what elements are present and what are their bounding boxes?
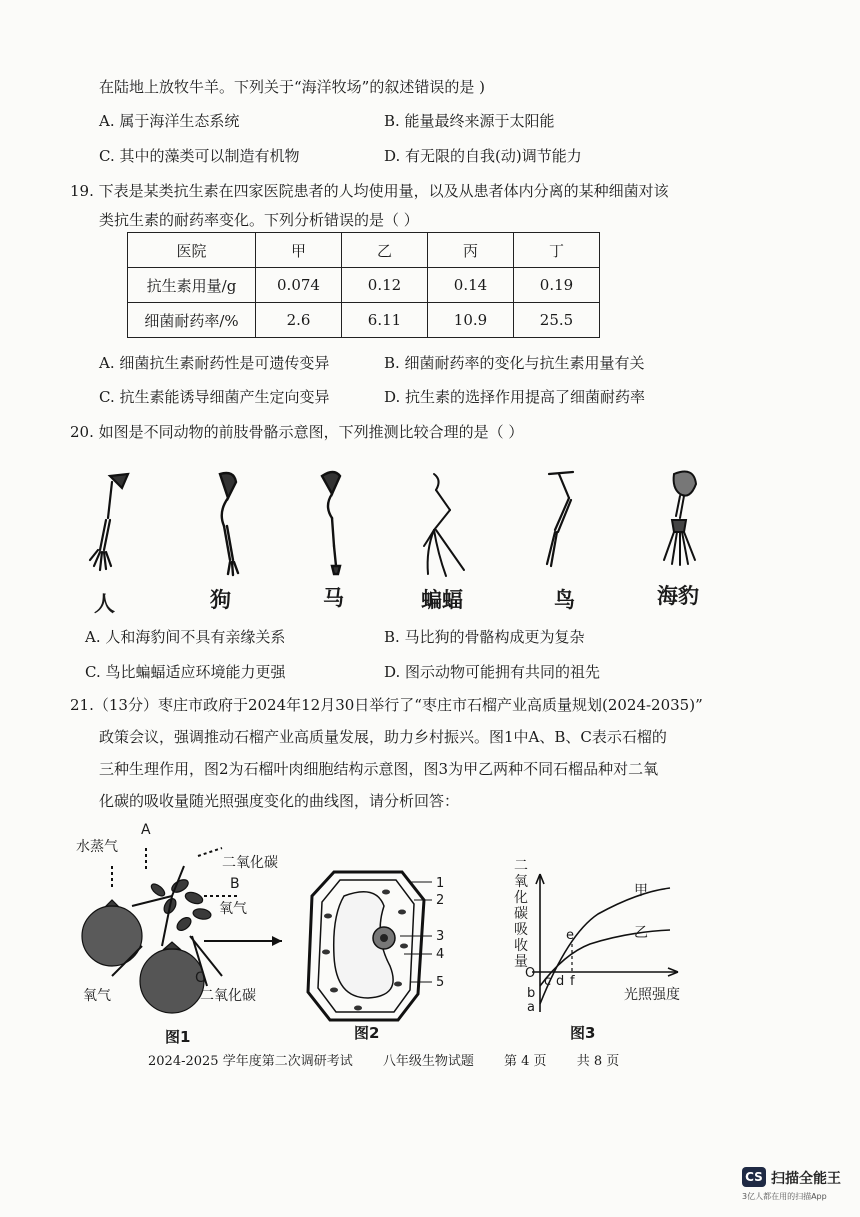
fig1-label-c: C: [195, 970, 205, 986]
fig3-point-b: b: [527, 986, 536, 1001]
q19-option-c: C. 抗生素能诱导细菌产生定向变异: [99, 388, 330, 406]
q20-option-b: B. 马比狗的骨骼构成更为复杂: [384, 628, 585, 646]
footer-exam: 2024-2025 学年度第二次调研考试: [148, 1054, 353, 1069]
table-cell: 0.14: [428, 268, 514, 303]
table-row: [128, 268, 600, 303]
fig2-number-2: 2: [436, 893, 445, 908]
q21-line4: 化碳的吸收量随光照强度变化的曲线图，请分析回答：: [99, 792, 460, 810]
fig2-number-1: 1: [436, 876, 445, 891]
q18-option-a: A. 属于海洋生态系统: [99, 112, 240, 130]
q20-option-c: C. 鸟比蝙蝠适应环境能力更强: [85, 663, 286, 681]
q20-option-a: A. 人和海豹间不具有亲缘关系: [85, 628, 286, 646]
label-seal: 海豹: [657, 584, 699, 608]
q19-option-d: D. 抗生素的选择作用提高了细菌耐药率: [384, 388, 646, 406]
fig3-point-o: O: [525, 966, 536, 981]
fig1-label-a: A: [141, 822, 151, 838]
q19-stem-line1: 19. 下表是某类抗生素在四家医院患者的人均使用量，以及从患者体内分离的某种细菌对该: [70, 182, 669, 200]
q21-line3: 三种生理作用，图2为石榴叶肉细胞结构示意图，图3为甲乙两种不同石榴品种对二氧: [99, 760, 659, 778]
q19-option-b: B. 细菌耐药率的变化与抗生素用量有关: [384, 354, 645, 372]
fig3-caption: 图3: [570, 1024, 596, 1042]
q18-option-b: B. 能量最终来源于太阳能: [384, 112, 555, 130]
table-cell: 25.5: [514, 303, 600, 338]
human-forelimb-icon: [82, 470, 142, 580]
label-bat: 蝙蝠: [421, 588, 463, 612]
table-cell: 医院: [128, 233, 256, 268]
scanner-name: 扫描全能王: [771, 1171, 841, 1187]
cs-logo-icon: CS: [742, 1167, 766, 1187]
seal-forelimb-icon: [650, 466, 710, 578]
label-human: 人: [94, 592, 115, 616]
fig2-number-4: 4: [436, 947, 445, 962]
fig1-water-vapor: 水蒸气: [76, 839, 118, 855]
antibiotic-table: [127, 232, 600, 338]
q21-line1: 21.（13分）枣庄市政府于2024年12月30日举行了“枣庄市石榴产业高质量规划(2024-2035)”: [70, 696, 703, 714]
q20-stem: 20. 如图是不同动物的前肢骨骼示意图，下列推测比较合理的是（ ）: [70, 423, 524, 441]
table-cell: 抗生素用量/g: [128, 268, 256, 303]
fig1-caption: 图1: [165, 1028, 191, 1046]
fig1-oxygen-right: 氧气: [219, 901, 247, 917]
fig3-series-jia: 甲: [634, 883, 648, 899]
table-cell: 丁: [514, 233, 600, 268]
table-cell: 10.9: [428, 303, 514, 338]
q19-option-a: A. 细菌抗生素耐药性是可遗传变异: [99, 354, 330, 372]
label-horse: 马: [323, 586, 344, 610]
table-cell: 0.12: [342, 268, 428, 303]
label-bird: 鸟: [554, 588, 575, 612]
table-cell: 2.6: [256, 303, 342, 338]
footer-subject: 八年级生物试题: [382, 1054, 474, 1069]
fig2-number-3: 3: [436, 929, 445, 944]
bird-forelimb-icon: [535, 468, 595, 580]
horse-forelimb-icon: [310, 466, 360, 578]
bat-forelimb-icon: [420, 470, 476, 580]
fig3-x-label: 光照强度: [624, 987, 680, 1003]
fig1-co2-top: 二氧化碳: [222, 855, 278, 871]
table-cell: 细菌耐药率/%: [128, 303, 256, 338]
table-cell: 甲: [256, 233, 342, 268]
scanner-tagline: 3亿人都在用的扫描App: [742, 1192, 827, 1201]
table-cell: 丙: [428, 233, 514, 268]
table-cell: 0.19: [514, 268, 600, 303]
fig3-series-yi: 乙: [634, 925, 648, 941]
dog-forelimb-icon: [200, 468, 260, 580]
fig3-point-c: c: [544, 974, 552, 989]
fig1-label-b: B: [230, 876, 240, 892]
fig3-point-e: e: [566, 928, 574, 943]
fig3-point-d: d: [556, 974, 565, 989]
fig3-point-f: f: [570, 974, 575, 989]
table-header-row: [128, 233, 600, 268]
table-cell: 0.074: [256, 268, 342, 303]
fig3-y-label: 二氧化碳吸收量: [514, 858, 528, 970]
table-cell: 6.11: [342, 303, 428, 338]
fig1-oxygen-bottom: 氧气: [83, 988, 111, 1004]
label-dog: 狗: [210, 588, 231, 612]
footer-page: 第 4 页: [504, 1054, 547, 1069]
fig3-point-a: a: [527, 1000, 535, 1015]
fig1-co2-bottom: 二氧化碳: [200, 988, 256, 1004]
q18-option-c: C. 其中的藻类可以制造有机物: [99, 147, 300, 165]
page-footer: [148, 1050, 645, 1069]
fig2-number-5: 5: [436, 975, 445, 990]
q18-stem: 在陆地上放牧牛羊。下列关于“海洋牧场”的叙述错误的是 ): [99, 78, 485, 96]
table-row: [128, 303, 600, 338]
q19-stem-line2: 类抗生素的耐药率变化。下列分析错误的是（ ）: [99, 211, 419, 229]
table-cell: 乙: [342, 233, 428, 268]
figure2-leader-lines: [400, 870, 440, 990]
fig2-caption: 图2: [354, 1024, 380, 1042]
q18-option-d: D. 有无限的自我(动)调节能力: [384, 147, 582, 165]
q21-line2: 政策会议，强调推动石榴产业高质量发展，助力乡村振兴。图1中A、B、C表示石榴的: [99, 728, 667, 746]
footer-total: 共 8 页: [576, 1054, 620, 1069]
q20-option-d: D. 图示动物可能拥有共同的祖先: [384, 663, 601, 681]
